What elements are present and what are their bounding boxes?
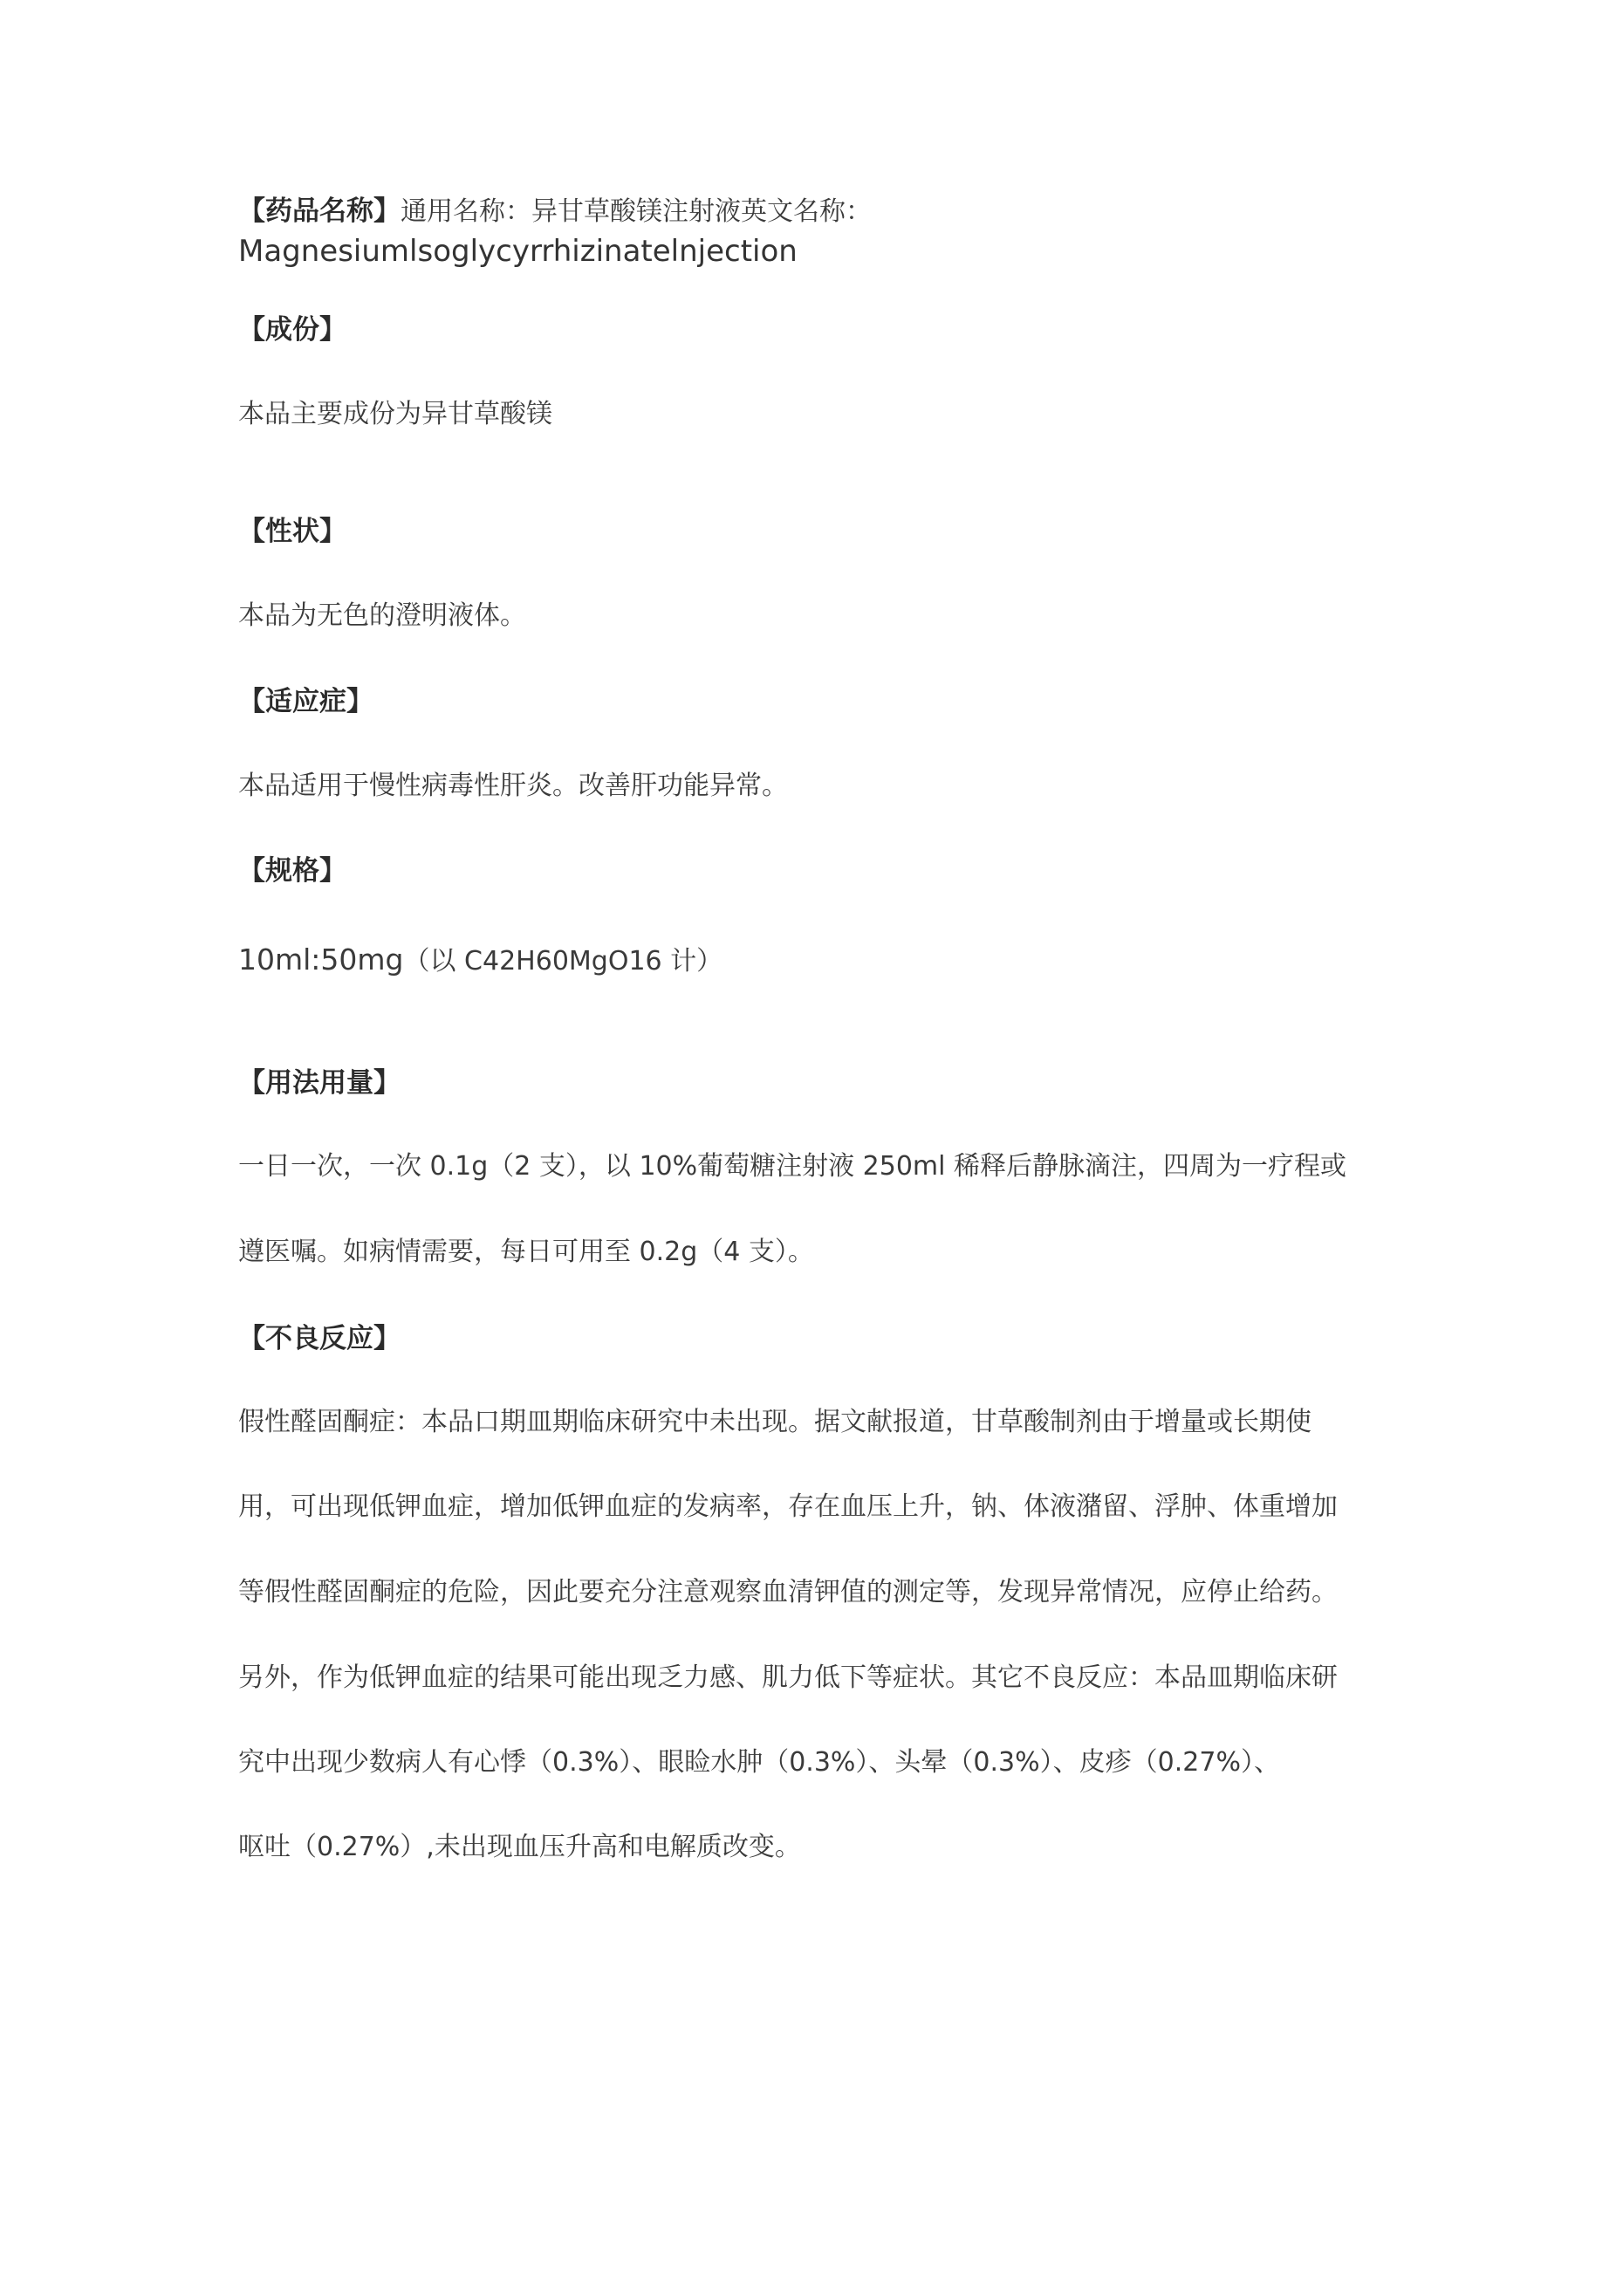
adverse-reactions-line: 等假性醛固酮症的危险，因此要充分注意观察血清钾值的测定等，发现异常情况，应停止给药。 (238, 1577, 1338, 1607)
description-heading: 【性状】 (238, 516, 346, 547)
specification-heading: 【规格】 (238, 855, 346, 887)
dosage-line: 一日一次，一次 0.1g（2 支），以 10%葡萄糖注射液 250ml 稀释后静脉滴注，四周为一疗程或 (238, 1151, 1347, 1182)
drug-name-line (238, 194, 872, 230)
adverse-reactions-line: 呕吐（0.27%）,未出现血压升高和电解质改变。 (238, 1832, 801, 1862)
ingredients-heading: 【成份】 (238, 314, 346, 346)
adverse-reactions-heading: 【不良反应】 (238, 1323, 401, 1354)
adverse-reactions-line: 假性醛固酮症：本品口期皿期临床研究中未出现。据文献报道，甘草酸制剂由于增量或长期使 (238, 1407, 1311, 1437)
indications-text: 本品适用于慢性病毒性肝炎。改善肝功能异常。 (238, 771, 788, 801)
adverse-reactions-line: 另外，作为低钾血症的结果可能出现乏力感、肌力低下等症状。其它不良反应：本品皿期临床研 (238, 1662, 1338, 1693)
drug-name-text: 通用名称：异甘草酸镁注射液英文名称： (401, 196, 872, 227)
drug-name-label: 【药品名称】 (238, 195, 401, 227)
specification-line (238, 942, 722, 979)
indications-heading: 【适应症】 (238, 686, 373, 717)
dosage-line: 遵医嘱。如病情需要，每日可用至 0.2g（4 支）。 (238, 1237, 814, 1267)
specification-note: （以 C42H60MgO16 计） (403, 946, 723, 977)
description-text: 本品为无色的澄明液体。 (238, 600, 526, 631)
specification-value: 10ml:50mg (238, 942, 404, 977)
adverse-reactions-line: 究中出现少数病人有心悸（0.3%）、眼睑水肿（0.3%）、头晕（0.3%）、皮疹（0.27%）、 (238, 1747, 1280, 1778)
adverse-reactions-line: 用，可出现低钾血症，增加低钾血症的发病率，存在血压上升，钠、体液潴留、浮肿、体重增加 (238, 1491, 1338, 1522)
drug-name-english: Magnesiumlsoglycyrrhizinatelnjection (238, 234, 798, 269)
dosage-heading: 【用法用量】 (238, 1067, 401, 1099)
ingredients-text: 本品主要成份为异甘草酸镁 (238, 399, 552, 429)
